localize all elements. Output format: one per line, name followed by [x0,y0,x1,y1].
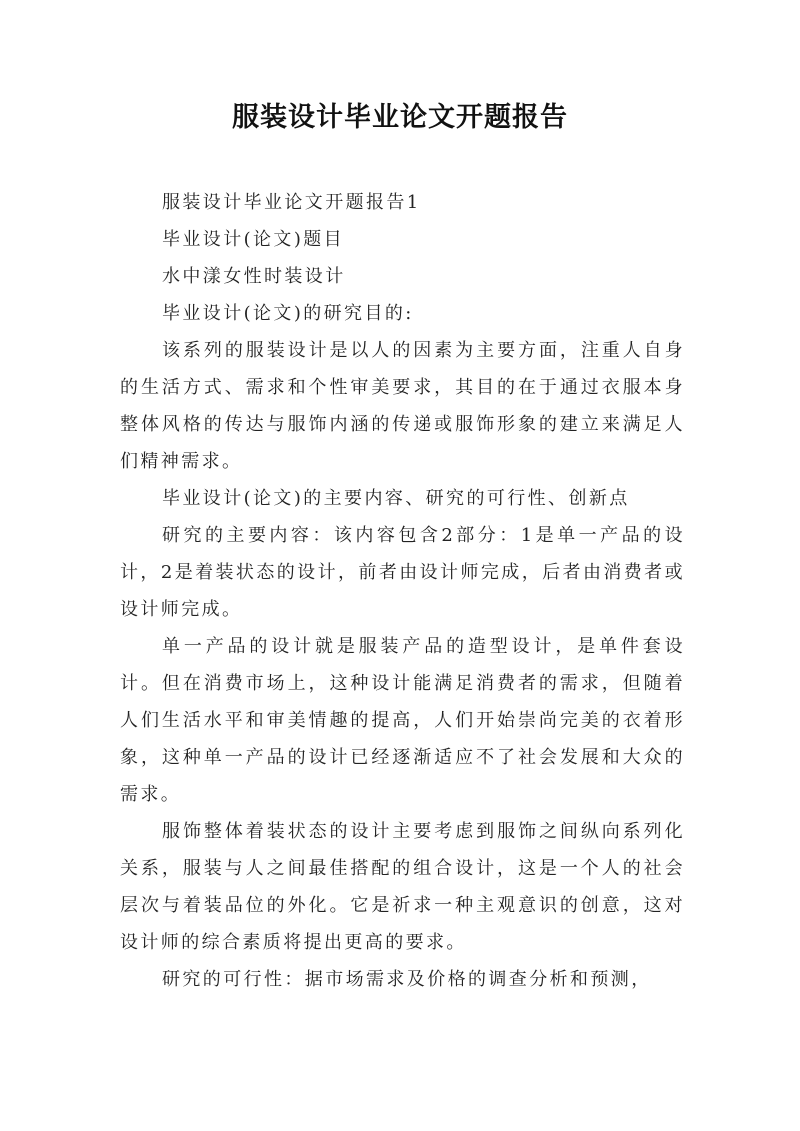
paragraph-main-content: 研究的主要内容：该内容包含2部分：1是单一产品的设计，2是着装状态的设计，前者由设计师完成，后者由消费者或设计师完成。 [120,525,685,620]
paragraph-overall-dressing: 服饰整体着装状态的设计主要考虑到服饰之间纵向系列化关系，服装与人之间最佳搭配的组合设计，这是一个人的社会层次与着装品位的外化。它是祈求一种主观意识的创意，这对设计师的综合素质将提出更高的要求。 [120,821,685,953]
paragraph-thesis-title: 水中漾女性时装设计 [162,266,346,287]
paragraph-thesis-title-heading: 毕业设计(论文)题目 [162,229,345,250]
document-body [120,184,685,998]
paragraph-report-number: 服装设计毕业论文开题报告1 [162,192,421,213]
paragraph-feasibility: 研究的可行性：据市场需求及价格的调查分析和预测， [162,969,652,990]
paragraph-single-product: 单一产品的设计就是服装产品的造型设计，是单件套设计。但在消费市场上，这种设计能满足消费者的需求，但随着人们生活水平和审美情趣的提高，人们开始崇尚完美的衣着形象，这种单一产品的设计已经逐渐适应不了社会发展和大众的需求。 [120,636,685,805]
paragraph-content-heading: 毕业设计(论文)的主要内容、研究的可行性、创新点 [162,488,630,509]
paragraph-purpose-heading: 毕业设计(论文)的研究目的: [162,303,414,324]
document-title: 服装设计毕业论文开题报告 [232,102,568,133]
paragraph-purpose: 该系列的服装设计是以人的因素为主要方面，注重人自身的生活方式、需求和个性审美要求，其目的在于通过衣服本身整体风格的传达与服饰内涵的传递或服饰形象的建立来满足人们精神需求。 [120,340,685,472]
